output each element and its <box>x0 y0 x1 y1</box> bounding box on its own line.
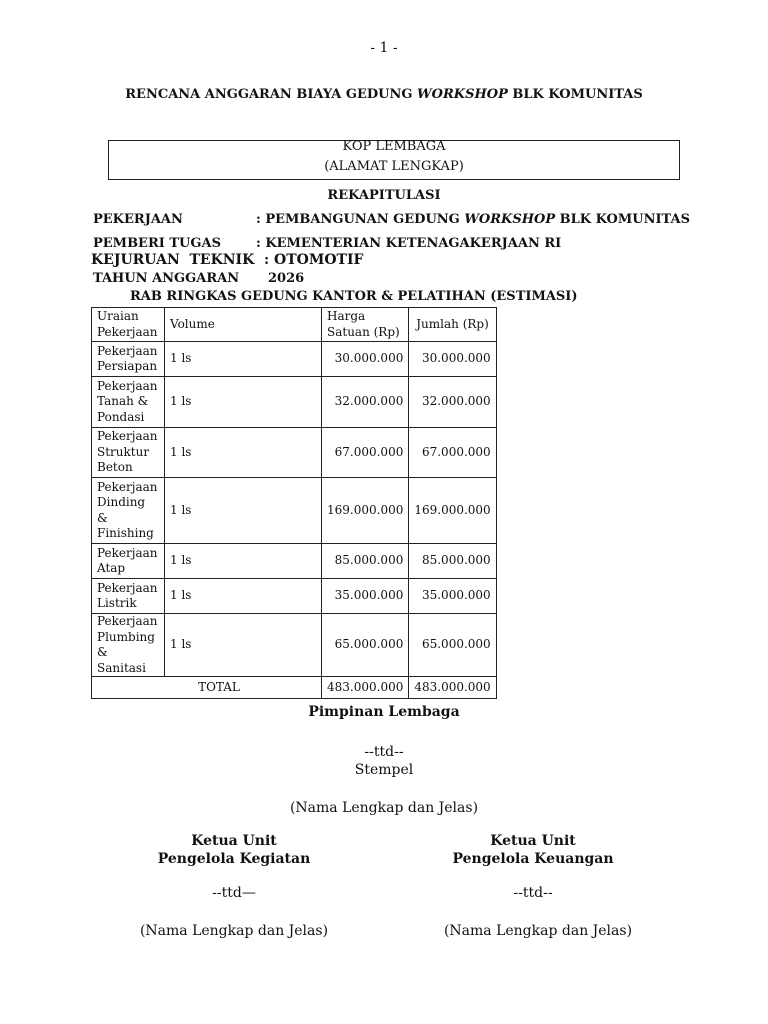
table-row <box>92 544 497 579</box>
cell-jumlah: 67.000.000 <box>409 427 496 478</box>
kop-line-1: KOP LEMBAGA <box>342 139 446 154</box>
cell-volume: 1 ls <box>165 614 322 677</box>
header-uraian <box>92 308 165 342</box>
uraian-line: Tanah & <box>97 394 149 408</box>
cell-jumlah: 85.000.000 <box>409 544 496 579</box>
ketua-keuangan-ttd: --ttd-- <box>513 885 553 901</box>
header-harga-1: Harga <box>327 309 366 323</box>
pekerjaan-prefix: : PEMBANGUNAN GEDUNG <box>256 212 465 227</box>
uraian-line: Pekerjaan <box>97 479 158 494</box>
page-number: - 1 - <box>370 40 398 56</box>
uraian-line: Beton <box>97 460 133 474</box>
cell-volume: 1 ls <box>165 544 322 579</box>
cell-uraian <box>92 478 165 544</box>
cell-uraian <box>92 342 165 377</box>
uraian-line: Pekerjaan <box>97 614 158 628</box>
stempel-text: Stempel <box>354 762 414 778</box>
document-title <box>0 87 768 102</box>
cell-harga: 85.000.000 <box>322 544 409 579</box>
cell-volume: 1 ls <box>165 377 322 428</box>
table-row <box>92 427 497 478</box>
uraian-line: Atap <box>97 561 126 575</box>
total-harga: 483.000.000 <box>322 677 409 699</box>
header-harga <box>322 308 409 342</box>
cell-jumlah: 30.000.000 <box>409 342 496 377</box>
pimpinan-title: Pimpinan Lembaga <box>308 704 460 720</box>
kejuruan-line: KEJURUAN TEKNIK : OTOMOTIF <box>91 252 364 268</box>
pimpinan-nama: (Nama Lengkap dan Jelas) <box>289 800 479 816</box>
kop-line-2: (ALAMAT LENGKAP) <box>324 159 464 174</box>
ketua-kegiatan-nama: (Nama Lengkap dan Jelas) <box>139 923 329 939</box>
ketua-kegiatan-title <box>134 832 334 868</box>
ketua-keuangan-nama: (Nama Lengkap dan Jelas) <box>443 923 633 939</box>
uraian-line: Pekerjaan <box>97 378 158 393</box>
uraian-line: Struktur <box>97 444 150 459</box>
cell-uraian <box>92 544 165 579</box>
total-label: TOTAL <box>92 677 322 699</box>
tahun-anggaran-row <box>93 271 693 289</box>
uraian-line: Finishing <box>97 526 154 540</box>
uraian-line: & Sanitasi <box>97 645 146 675</box>
header-uraian-2: Pekerjaan <box>97 324 158 339</box>
cell-jumlah: 65.000.000 <box>409 614 496 677</box>
cell-volume: 1 ls <box>165 478 322 544</box>
ketua-kegiatan-line-1: Ketua Unit <box>191 833 277 849</box>
total-row <box>92 677 497 699</box>
uraian-line: Pekerjaan <box>97 545 158 560</box>
ketua-kegiatan-ttd: --ttd— <box>212 885 256 901</box>
cell-uraian <box>92 614 165 677</box>
cell-uraian <box>92 427 165 478</box>
header-jumlah: Jumlah (Rp) <box>409 308 496 342</box>
cell-uraian <box>92 579 165 614</box>
uraian-line: & <box>97 510 108 525</box>
rab-table <box>91 307 497 699</box>
uraian-line: Pekerjaan <box>97 429 158 443</box>
ketua-keuangan-title <box>433 832 633 868</box>
ketua-keuangan-line-1: Ketua Unit <box>490 833 576 849</box>
cell-harga: 30.000.000 <box>322 342 409 377</box>
header-uraian-1: Uraian <box>97 309 139 323</box>
table-row <box>92 478 497 544</box>
uraian-line: Listrik <box>97 596 137 610</box>
ketua-keuangan-line-2: Pengelola Keuangan <box>452 851 614 867</box>
table-row <box>92 614 497 677</box>
ketua-kegiatan-line-2: Pengelola Kegiatan <box>157 851 311 867</box>
tahun-label: TAHUN ANGGARAN <box>93 271 240 286</box>
table-row <box>92 342 497 377</box>
cell-uraian <box>92 377 165 428</box>
kop-box <box>108 140 680 180</box>
tahun-value: 2026 <box>268 271 305 286</box>
cell-harga: 65.000.000 <box>322 614 409 677</box>
uraian-line: Plumbing <box>97 629 155 644</box>
cell-volume: 1 ls <box>165 579 322 614</box>
pemberi-label: PEMBERI TUGAS <box>93 236 221 251</box>
title-suffix: BLK KOMUNITAS <box>507 87 643 102</box>
uraian-line: Pekerjaan <box>97 343 158 358</box>
cell-harga: 169.000.000 <box>322 478 409 544</box>
pekerjaan-row <box>93 212 693 230</box>
cell-volume: 1 ls <box>165 342 322 377</box>
cell-jumlah: 32.000.000 <box>409 377 496 428</box>
pemberi-value: : KEMENTERIAN KETENAGAKERJAAN RI <box>256 236 562 251</box>
cell-jumlah: 35.000.000 <box>409 579 496 614</box>
uraian-line: Dinding <box>97 495 146 509</box>
header-volume: Volume <box>165 308 322 342</box>
rab-title: RAB RINGKAS GEDUNG KANTOR & PELATIHAN (ESTIMASI) <box>130 289 578 304</box>
table-body <box>92 342 497 677</box>
table-row <box>92 377 497 428</box>
rekapitulasi-heading: REKAPITULASI <box>327 188 441 203</box>
cell-harga: 35.000.000 <box>322 579 409 614</box>
table-header-row <box>92 308 497 342</box>
title-italic: WORKSHOP <box>417 87 508 102</box>
pekerjaan-value <box>256 212 690 227</box>
title-prefix: RENCANA ANGGARAN BIAYA GEDUNG <box>125 87 418 102</box>
cell-volume: 1 ls <box>165 427 322 478</box>
pekerjaan-suffix: BLK KOMUNITAS <box>555 212 690 227</box>
cell-jumlah: 169.000.000 <box>409 478 496 544</box>
table-row <box>92 579 497 614</box>
uraian-line: Pekerjaan <box>97 580 158 595</box>
pekerjaan-label: PEKERJAAN <box>93 212 183 227</box>
uraian-line: Pondasi <box>97 409 145 424</box>
pekerjaan-italic: WORKSHOP <box>464 212 556 227</box>
cell-harga: 32.000.000 <box>322 377 409 428</box>
cell-harga: 67.000.000 <box>322 427 409 478</box>
uraian-line: Persiapan <box>97 359 158 373</box>
total-jumlah: 483.000.000 <box>409 677 496 699</box>
header-harga-2: Satuan (Rp) <box>327 324 400 339</box>
pimpinan-ttd: --ttd-- <box>364 744 404 760</box>
